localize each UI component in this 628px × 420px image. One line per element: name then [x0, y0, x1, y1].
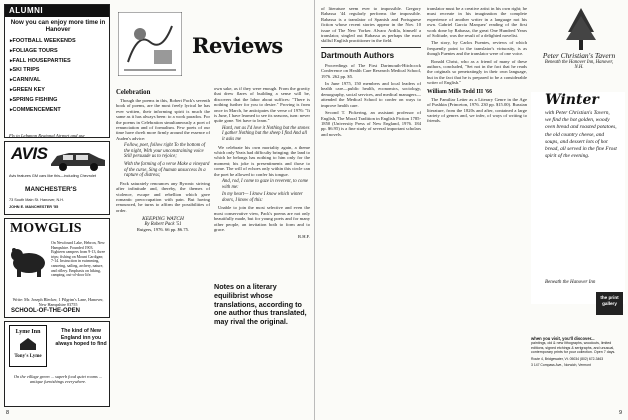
review-quote: Follow, poet, follow right To the bottom of the night, With your unconstraining voice Still persuade us to rejoice; [124, 143, 206, 160]
alumni-ad-list [10, 37, 108, 115]
review-paragraph: The Familiar Letter as a Literary Genre in the Age of Pushkin (Princeton, 1976. 230 pp. $15.00). Russian literature, from the 1820s and after, contained a large variety of genres and, we infer, of ways of writing to friends. [427, 96, 527, 124]
review-quote: With the farming of a verse Make a vineyard of the curse, Sing of human unsuccess In a rapture of distress; [124, 162, 210, 179]
list-item: ▸ FALL HOUSEPARTIES [10, 57, 108, 67]
review-paragraph: Unable to join the most selective and even the most conservative view, Pack's poems are not only beautifully made, but for young poets and for many other people, an invitation both to form and to grace. [214, 205, 310, 233]
review-paragraph: Proceedings of The First Dartmouth-Hitchcock Conference on Health Care Research Medical School, 1976. 262 pp. $5. [321, 62, 421, 79]
print-gallery-address: Route 4, Bridgewater, Vt. 05034 (802) 672-3463 [531, 356, 604, 361]
lyme-inn-ad[interactable] [4, 321, 110, 407]
mowglis-body: On Newfound Lake, Hebron, New Hampshire. Founded 1903. Eighteen campers from 9-13, three trips; fishing on Mount Cardigan; 7-14. Instruction in swimming, canoeing, sailing, archery, nature, and riflery. Emphasis on hiking, camping, out-of-door life. [51, 241, 106, 278]
avis-address: 73 South Main St. Hanover, N.H. [9, 198, 65, 202]
lyme-inn-logo-bottom: Tony's Lyme [14, 354, 42, 359]
review-paragraph: Second T. Pickering, an assistant professor of English, The Moral Tradition in English Fiction 1785-1850 (University Press of New England, 1976. 184 pp. $6.95) is a fine study of several important scholars and novels. [321, 110, 421, 137]
avis-logo: AVIS [11, 144, 48, 163]
list-item: ▸ COMMENCEMENT [10, 106, 108, 116]
review-quote: And, rod, I come to gaze in reverent, to come with me: [222, 179, 309, 190]
review-quote: In my heart— I know I know which winter doors, I know of this: [222, 192, 303, 203]
review-paragraph: translator must be a creative artist in his own right; he must recreate in his imagination the complete experience of another writer in a language not his own. Gabriel Garcia Marquez' reading of the first work done by Rabassa, the great One Hundred Years of Solitude, was the result of a delighted novelist. [427, 6, 527, 39]
lyme-inn-footer: On the village green ... superb food quiet rooms ... antique furnishings everywhere. [13, 374, 103, 384]
section-heading: Dartmouth Authors [321, 50, 395, 60]
winter-ad[interactable] [531, 92, 625, 304]
mowglis-title: MOWGLIS [10, 221, 82, 236]
mowglis-footer: Write: Mr. Joseph Blecker, 1 Pilgrim's Lane, Hanover, New Hampshire 03755 [12, 297, 104, 307]
avis-dealer: MANCHESTER'S [25, 186, 77, 193]
inn-icon [18, 336, 38, 350]
tree-icon [564, 6, 598, 50]
bear-icon [9, 241, 49, 277]
review-paragraph: of literature seem ever to impossible. Gregory Rabassa '44 regularly performs the impossible. Rabassa is a translator of Spanish and Portuguese fiction whose recent stories appear in the Nov. 10 issue of The New Yorker. Alvaro Ardila, himself a translator, singled out Rabassa as perhaps the most skilful English practitioner in the field. [321, 6, 421, 44]
reviews-header-illustration [118, 12, 182, 76]
winter-ad-title: Winter [545, 92, 599, 108]
review-column-left [116, 86, 210, 408]
avis-contact: JOHN E. MANCHESTER '55 [9, 205, 59, 209]
list-item: ▸ FOOTBALL WEEKENDS [10, 37, 108, 47]
review-column-middle [214, 86, 310, 282]
list-item: ▸ SKI TRIPS [10, 66, 108, 76]
winter-ad-text: with Peter Christian's Tavern, we find the hot golden, woody oven bread and roasted potatoes, the old country cheese, and soups, and dessert lots of hot bread, all served in the fine Frost spirit of the evening. [545, 110, 617, 160]
peter-christian-name: Peter Christian's Tavern [542, 51, 616, 60]
print-gallery-lead: when you visit, you'll discover... [531, 336, 595, 341]
lyme-inn-logo-top: Lyme Inn [15, 329, 41, 335]
review-column-far-right [427, 6, 527, 410]
page-number-right: 9 [618, 410, 622, 416]
list-item: ▸ FOLIAGE TOURS [10, 47, 108, 57]
car-icon [49, 146, 107, 172]
alumni-ad[interactable] [4, 4, 110, 138]
print-gallery-address-2: 3 147 Compass Ave., Norwich, Vermont [531, 363, 591, 368]
book-info: Rutgers, 1976. 66 pp. $6.75. [136, 227, 190, 233]
alumni-ad-footer: Fly to Lebanon Regional Airport and use [9, 133, 85, 138]
pull-quote: Notes on a literary equilibrist whose translations, according to one author thus translated, may rival the original. [214, 282, 307, 327]
list-item: ▸ CARNIVAL [10, 76, 108, 86]
review-paragraph: We celebrate his own mortality again, a theme which only Yeats had difficulty bringing; the land to which he belongs has nothing to him only for the moment; his joke is presentiments and those to come. The will of echoes only within this circle can the poet be allowed to confer his tongue. [214, 144, 310, 177]
review-paragraph: own sake, as if they were enough. From the gravity that drew flares of building a sense will be, discovers that the labor about suffices: "There is nothing further for you to desire." Proving is from once in March, he anticipates the verse of 1976: "It is June, I have learned to see its seasons, turn: never quite gone. Yet have to learn." [214, 86, 310, 124]
review-column-right [321, 6, 421, 410]
alumni-ad-title: ALUMNI [5, 5, 109, 17]
review-signature: R.H.F. [297, 234, 310, 240]
review-paragraph: Pack saturately renounces any Byronic striving after infinitude and, thereby, the themes of violence, escape and rebellion which gave romantic preoccupation with pain. But having renounced, he turns to affirm the possibilities of order. [116, 180, 210, 213]
avis-caption: Avis features GM cars like this—including Chevrolet [9, 174, 97, 178]
avis-ad[interactable] [4, 141, 110, 215]
review-paragraph: Ronald Christ, who as a friend of many of these authors, concluded, "Set not in the fact that he reads the originals so penetratingly in their own language, but in the fact that he is prepared to be a considerable writer of English." [427, 58, 527, 86]
review-quote: Hard, not as I'd love it Nothing but the stones I gather Nothing but the sheep I find And all it asks me [222, 125, 310, 143]
book-title: KEEPING WATCH [142, 216, 184, 223]
print-gallery-ad[interactable] [531, 336, 625, 367]
review-paragraph: The story, by Carlos Fuentes, reviews of which frequently point to the translator's virtuosity, is as though Fuentes and the translator were of one voice. [427, 40, 527, 57]
review-paragraph: Though the poems in this, Robert Pack's seventh book of poems, are the most freely lyrical he has ever written, their informing spirit is much the same as it has always been: to a work paradox. For the poems in Celebration simultaneously a poet of renunciation and of formalism. Few poets of our time have dwelt more firmly around the essence of Auden's advice: [116, 98, 210, 141]
print-gallery-logo: the print gallery [596, 292, 623, 315]
page-title: Reviews [192, 33, 283, 58]
peter-christian-ad[interactable] [541, 50, 617, 71]
divider [321, 47, 421, 48]
review-heading: William Mills Todd III '66 [427, 88, 492, 95]
mowglis-slogan: SCHOOL-OF-THE-OPEN [11, 308, 80, 314]
peter-christian-address: Beneath the Hanover Inn, Hanover, N.H. [544, 59, 614, 71]
review-heading: Celebration [116, 89, 151, 96]
lyme-inn-logo [9, 325, 47, 367]
mowglis-ad[interactable] [4, 218, 110, 318]
print-gallery-body: paintings, old & new lithographs, woodcuts, limited editions, signed etchings & serigraphs, and unusual, contemporary prints for your collection. Open 7 days. [531, 341, 616, 355]
list-item: ▸ SPRING FISHING [10, 96, 108, 106]
page-number-left: 8 [6, 410, 10, 416]
lyme-inn-tagline: The kind of New England inn you always hoped to find [55, 328, 107, 348]
review-paragraph: In June 1975, 150 members and local leaders of health care—public health, economics, sociology, demography, social services, and medical managers—attended the Medical School to confer on ways to improve health care. [321, 81, 421, 108]
alumni-ad-subtitle: Now you can enjoy more time in Hanover [10, 19, 106, 33]
winter-ad-footer: Beneath the Hanover Inn [545, 280, 596, 285]
book-author: By Robert Pack '51 [144, 222, 182, 228]
list-item: ▸ GREEN KEY [10, 86, 108, 96]
